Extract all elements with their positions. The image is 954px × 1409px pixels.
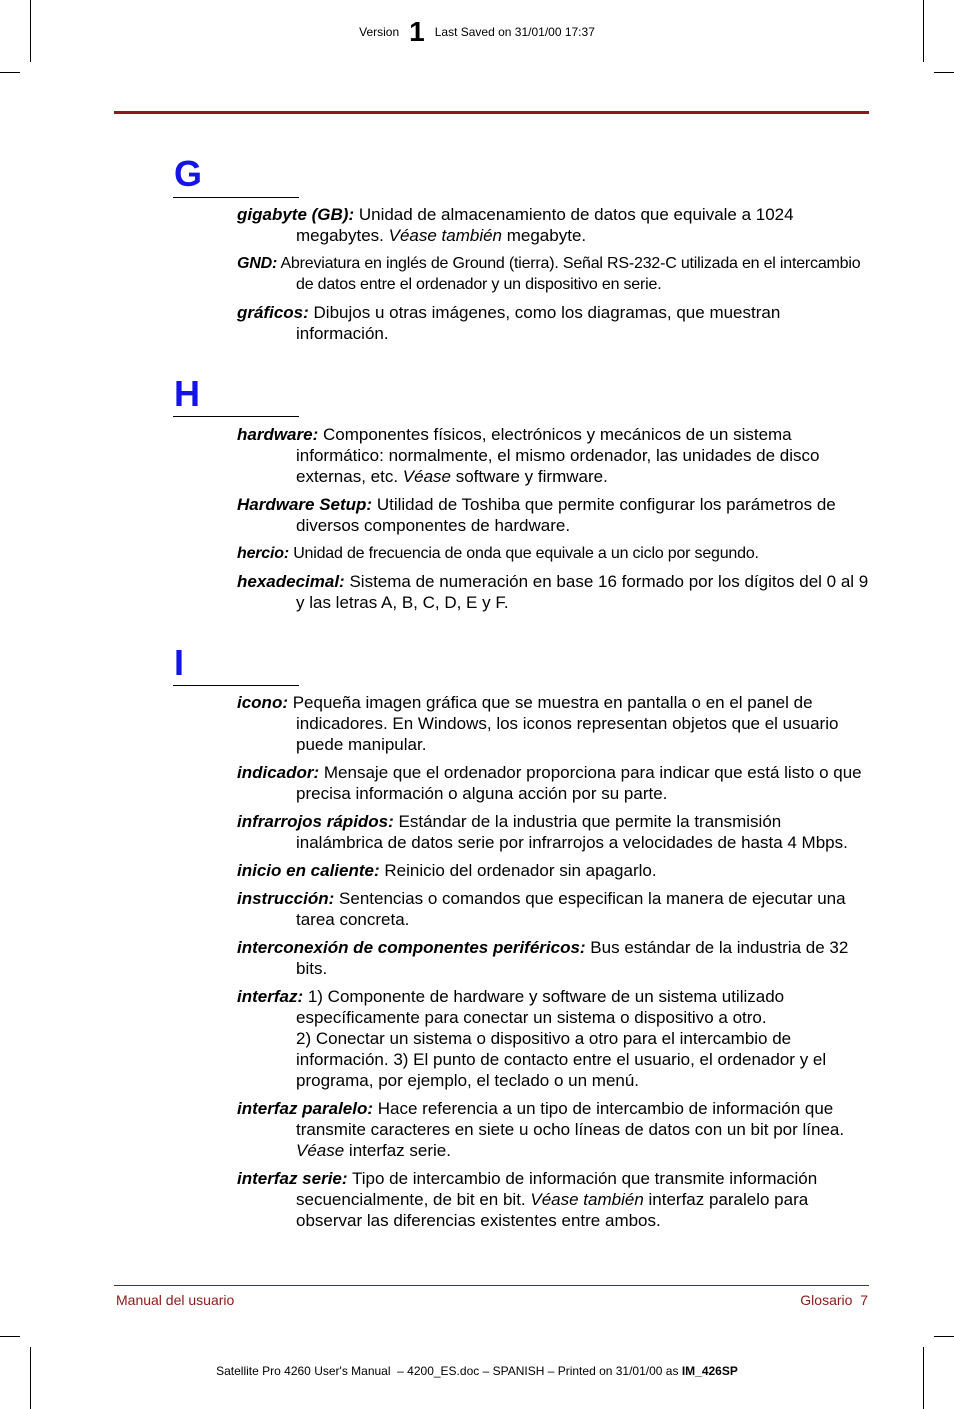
print-info [0,1363,954,1379]
footer-rule [114,1285,869,1286]
entry-term: hexadecimal: [237,572,345,591]
entry-text: megabyte. [502,226,587,245]
entry-text: Componentes físicos, electrónicos y mecánicos de un sistema informático: normalmente, el mismo ordenador, las unidades de disco externas, etc. [296,425,820,486]
crop-mark [934,72,954,73]
entry-term: infrarrojos rápidos: [237,812,394,831]
glossary-entry [237,860,870,881]
glossary-entry [237,1098,870,1161]
glossary-entry [237,494,870,536]
glossary-entry [237,986,870,1091]
entry-term: GND: [237,255,278,272]
entry-crossref-label: Véase [296,1141,345,1160]
entry-term: gigabyte (GB): [237,205,355,224]
entry-crossref-label: Véase también [530,1190,644,1209]
section-rule [173,685,299,686]
glossary-entry [237,811,870,853]
header-rule [114,111,869,114]
entry-text: interfaz serie. [344,1141,451,1160]
entry-term: Hardware Setup: [237,495,373,514]
glossary-section-i [237,692,870,1238]
entry-text: Unidad de frecuencia de onda que equivale a un ciclo por segundo. [288,545,759,562]
entry-term: indicador: [237,763,320,782]
entry-term: hardware: [237,425,319,444]
entry-text: Pequeña imagen gráfica que se muestra en pantalla o en el panel de indicadores. En Windows, los iconos representan objetos que el usuario puede manipular. [288,693,839,754]
glossary-entry [237,762,870,804]
glossary-entry [237,302,870,344]
print-info-code: IM_426SP [681,1364,738,1378]
entry-text: Unidad de almacenamiento de datos que equivale a 1024 megabytes. [296,205,794,245]
entry-text: Sistema de numeración en base 16 formado por los dígitos del 0 al 9 y las letras A, B, C, D, E y F. [296,572,869,612]
version-number: 1 [409,15,425,47]
print-info-text: Satellite Pro 4260 User's Manual – 4200_ES.doc – SPANISH – Printed on 31/01/00 as [216,1364,682,1378]
glossary-section-g [237,204,870,351]
section-letter-i: I [174,642,185,683]
entry-text: Bus estándar de la industria de 32 bits. [296,938,849,978]
section-letter-h: H [174,373,200,414]
entry-term: interfaz: [237,987,304,1006]
entry-text: Abreviatura en inglés de Ground (tierra). Señal RS-232-C utilizada en el intercambio de datos entre el ordenador y un dispositivo en serie. [277,255,861,293]
glossary-entry [237,571,870,613]
entry-term: interfaz serie: [237,1169,348,1188]
footer-page-number: Glosario 7 [800,1292,868,1308]
glossary-entry [237,692,870,755]
entry-term: gráficos: [237,303,309,322]
crop-mark [0,72,20,73]
footer-manual-title: Manual del usuario [116,1292,235,1308]
crop-mark [934,1336,954,1337]
entry-text: Hace referencia a un tipo de intercambio de información que transmite caracteres en siete u ocho líneas de datos con un bit por línea. [296,1099,845,1139]
entry-text: Dibujos u otras imágenes, como los diagramas, que muestran información. [296,303,781,343]
glossary-entry [237,253,870,295]
entry-term: icono: [237,693,288,712]
version-header [0,15,954,47]
last-saved: Last Saved on 31/01/00 17:37 [434,24,595,39]
entry-text: software y firmware. [450,467,608,486]
glossary-entry [237,1168,870,1231]
entry-text: 2) Conectar un sistema o dispositivo a otro para el intercambio de información. 3) El punto de contacto entre el usuario, el ordenador y el programa, por ejemplo, el teclado o un menú. [296,1029,827,1090]
entry-term: interconexión de componentes periféricos: [237,938,586,957]
entry-text: Sentencias o comandos que especifican la manera de ejecutar una tarea concreta. [296,889,846,929]
section-letter-g: G [174,153,203,194]
entry-text: Reinicio del ordenador sin apagarlo. [379,861,657,880]
crop-mark [0,1336,20,1337]
entry-text: interfaz paralelo para observar las diferencias existentes entre ambos. [296,1190,809,1230]
entry-term: inicio en caliente: [237,861,380,880]
section-rule [173,416,299,417]
entry-term: interfaz paralelo: [237,1099,374,1118]
entry-text: Mensaje que el ordenador proporciona para indicar que está listo o que precisa información o alguna acción por su parte. [296,763,862,803]
glossary-entry [237,204,870,246]
entry-text: Utilidad de Toshiba que permite configurar los parámetros de diversos componentes de hardware. [296,495,836,535]
glossary-entry [237,937,870,979]
entry-text: Estándar de la industria que permite la transmisión inalámbrica de datos serie por infrarrojos a velocidades de hasta 4 Mbps. [296,812,848,852]
entry-crossref-label: Véase [402,467,451,486]
section-rule [173,197,299,198]
glossary-section-h [237,424,870,620]
glossary-entry [237,543,870,564]
entry-crossref-label: Véase también [388,226,503,245]
version-label: Version [359,24,400,39]
entry-term: hercio: [237,545,289,562]
glossary-entry [237,888,870,930]
entry-text: 1) Componente de hardware y software de un sistema utilizado específicamente para conectar un sistema o dispositivo a otro. [296,987,785,1027]
entry-term: instrucción: [237,889,335,908]
glossary-entry [237,424,870,487]
entry-text: Tipo de intercambio de información que transmite información secuencialmente, de bit en bit. [296,1169,818,1209]
